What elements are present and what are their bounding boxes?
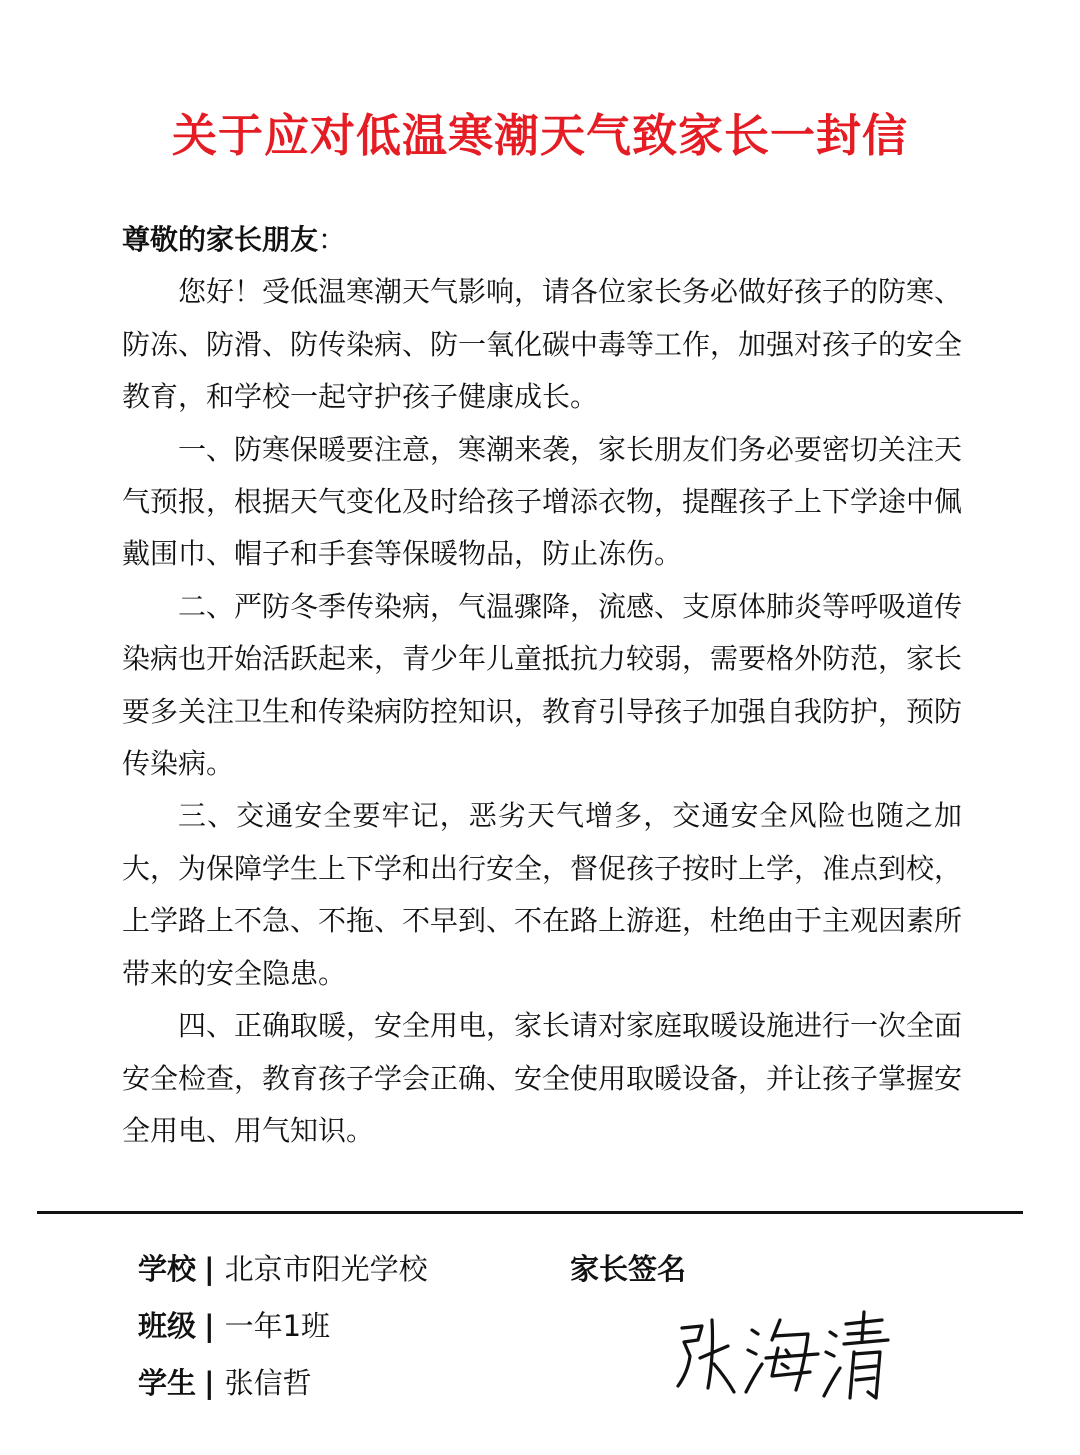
student-label: 学生 xyxy=(138,1366,197,1400)
student-separator: | xyxy=(204,1366,215,1400)
class-separator: | xyxy=(204,1309,215,1343)
paragraph-item-3: 三、交通安全要牢记，恶劣天气增多，交通安全风险也随之加大，为保障学生上下学和出行安全，督促孩子按时上学，准点到校，上学路上不急、不拖、不早到、不在路上游逛，杜绝由于主观因素所带来的安全隐患。 xyxy=(122,799,963,990)
letter-title: 关于应对低温寒潮天气致家长一封信 xyxy=(171,109,908,162)
school-value: 北京市阳光学校 xyxy=(224,1252,428,1286)
footer-divider xyxy=(37,1211,1023,1214)
class-value: 一年1班 xyxy=(224,1309,331,1343)
school-separator: | xyxy=(204,1252,215,1286)
parent-signature-label: 家长签名 xyxy=(570,1252,687,1286)
student-value: 张信哲 xyxy=(224,1366,312,1400)
paragraph-greeting: 您好！受低温寒潮天气影响，请各位家长务必做好孩子的防寒、防冻、防滑、防传染病、防一氧化碳中毒等工作，加强对孩子的安全教育，和学校一起守护孩子健康成长。 xyxy=(122,275,963,414)
student-row xyxy=(138,1363,312,1403)
paragraph-item-4: 四、正确取暖，安全用电，家长请对家庭取暖设施进行一次全面安全检查，教育孩子学会正确、安全使用取暖设备，并让孩子掌握安全用电、用气知识。 xyxy=(122,1009,963,1147)
handwritten-signature xyxy=(668,1306,908,1406)
salutation xyxy=(122,214,962,266)
paragraph-item-1: 一、防寒保暖要注意，寒潮来袭，家长朋友们务必要密切关注天气预报，根据天气变化及时给孩子增添衣物，提醒孩子上下学途中佩戴围巾、帽子和手套等保暖物品，防止冻伤。 xyxy=(122,432,963,571)
school-row xyxy=(138,1249,428,1289)
salutation-colon: ： xyxy=(318,223,347,256)
class-label: 班级 xyxy=(138,1309,197,1343)
class-row xyxy=(138,1306,330,1346)
school-label: 学校 xyxy=(138,1252,197,1286)
paragraph-item-2: 二、严防冬季传染病，气温骤降，流感、支原体肺炎等呼吸道传染病也开始活跃起来，青少年儿童抵抗力较弱，需要格外防范，家长要多关注卫生和传染病防控知识，教育引导孩子加强自我防护，预防传染病。 xyxy=(122,589,963,781)
letter-body xyxy=(122,214,962,1157)
salutation-text: 尊敬的家长朋友 xyxy=(122,223,319,256)
